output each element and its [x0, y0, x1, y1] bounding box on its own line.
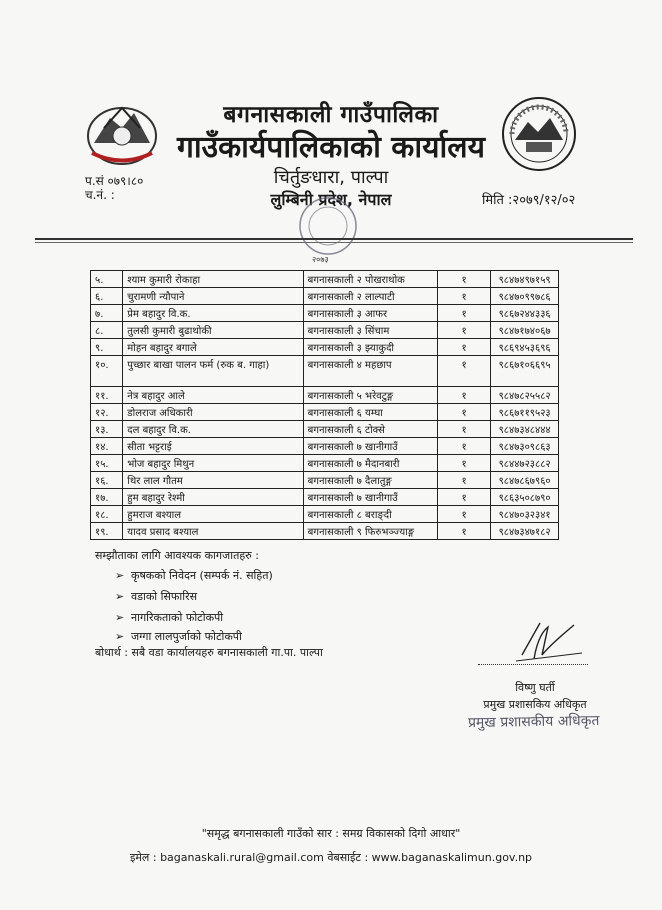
table-row	[91, 523, 559, 540]
required-documents-title: सम्झौताका लागि आवश्यक कागजातहरु :	[95, 549, 259, 562]
serial-number-cell: १३.	[91, 421, 123, 438]
slogan: "समृद्ध बगनासकाली गाउँको सार : समग्र विकासको दिगो आधार"	[201, 827, 461, 840]
quantity-cell: १	[438, 506, 491, 523]
serial-number-cell: ५.	[91, 271, 123, 288]
serial-number-cell: ११.	[91, 387, 123, 404]
list-item	[115, 629, 242, 644]
farmer-name-cell: पुच्छार बाखा पालन फर्म (रुक ब. गाहा)	[123, 356, 303, 387]
contact-info: इमेल : baganaskali.rural@gmail.com वेबसाईट : www.baganaskalimun.gov.np	[129, 851, 533, 864]
farmer-name-cell: प्रेम बहादुर वि.क.	[123, 305, 303, 322]
farmer-name-cell: श्याम कुमारी रोकाहा	[123, 271, 303, 288]
header-divider-thin	[35, 242, 633, 243]
designation-stamp: प्रमुख प्रशासकीय अधिकृत	[467, 712, 600, 732]
serial-number-cell: १७.	[91, 489, 123, 506]
quantity-cell: १	[438, 288, 491, 305]
office-province: लुम्बिनी प्रदेश, नेपाल	[270, 190, 392, 209]
address-cell: बगनासकाली ६ यम्घा	[303, 404, 437, 421]
document-item: वडाको सिफारिस	[131, 590, 198, 603]
table-row	[91, 339, 559, 356]
office-address: चिर्तुङधारा, पाल्पा	[273, 167, 389, 188]
header-divider	[35, 238, 633, 240]
address-cell: बगनासकाली ३ आफर	[303, 305, 437, 322]
serial-number-cell: १५.	[91, 455, 123, 472]
office-name: गाउँकार्यपालिकाको कार्यालय	[176, 130, 485, 165]
phone-cell: ९८६३५०८७९०	[491, 489, 559, 506]
phone-cell: ९८४७०३२३४१	[491, 506, 559, 523]
quantity-cell: १	[438, 387, 491, 404]
table-row	[91, 421, 559, 438]
table-row	[91, 271, 559, 288]
phone-cell: ९८४७१७४०६७	[491, 322, 559, 339]
phone-cell: ९८४७३०९८६३	[491, 438, 559, 455]
table-row	[91, 506, 559, 523]
serial-number-cell: ६.	[91, 288, 123, 305]
reference-number: प.सं ०७९।८०	[85, 174, 144, 188]
table-row	[91, 288, 559, 305]
table-row	[91, 404, 559, 421]
signature-line	[478, 664, 588, 665]
phone-cell: ९८४७४९७१५९	[491, 271, 559, 288]
signatory-name: विष्णु घर्ती	[515, 681, 555, 694]
address-cell: बगनासकाली ७ खानीगाउँ	[303, 438, 437, 455]
farmer-name-cell: हुमराज बश्याल	[123, 506, 303, 523]
address-cell: बगनासकाली ३ सिंचाम	[303, 322, 437, 339]
phone-cell: ९८४७३४७१८२	[491, 523, 559, 540]
phone-cell: ९८६७१०६६९५	[491, 356, 559, 387]
quantity-cell: १	[438, 523, 491, 540]
list-item	[115, 589, 197, 604]
farmer-name-cell: नेत्र बहादुर आले	[123, 387, 303, 404]
phone-cell: ९८४७०९९७८६	[491, 288, 559, 305]
document-item: जग्गा लालपुर्जाको फोटोकपी	[131, 630, 242, 643]
table-row	[91, 489, 559, 506]
quantity-cell: १	[438, 271, 491, 288]
quantity-cell: १	[438, 404, 491, 421]
farmer-name-cell: सीता भट्टराई	[123, 438, 303, 455]
serial-number-cell: १०.	[91, 356, 123, 387]
table-row	[91, 387, 559, 404]
farmer-name-cell: यादव प्रसाद बश्याल	[123, 523, 303, 540]
handwritten-signature	[512, 615, 592, 665]
quantity-cell: १	[438, 421, 491, 438]
document-date: मिति :२०७९/१२/०२	[482, 193, 576, 208]
address-cell: बगनासकाली ८ बराङ्दी	[303, 506, 437, 523]
serial-number-cell: १६.	[91, 472, 123, 489]
phone-cell: ९८६७२४४३३६	[491, 305, 559, 322]
address-cell: बगनासकाली ३ झ्याकुदी	[303, 339, 437, 356]
farmer-name-cell: डोलराज अधिकारी	[123, 404, 303, 421]
phone-cell: ९८४७८२५५८२	[491, 387, 559, 404]
address-cell: बगनासकाली ६ टोक्से	[303, 421, 437, 438]
quantity-cell: १	[438, 356, 491, 387]
dispatch-number: च.नं. :	[85, 188, 115, 202]
table-row	[91, 472, 559, 489]
signatory-title: प्रमुख प्रशासकिय अधिकृत	[483, 698, 587, 711]
stamp-year: २०७३	[312, 255, 329, 264]
address-cell: बगनासकाली ७ दैलातुङ्ग	[303, 472, 437, 489]
table-row	[91, 305, 559, 322]
farmer-name-cell: भोज बहादुर मिथुन	[123, 455, 303, 472]
quantity-cell: १	[438, 455, 491, 472]
serial-number-cell: ८.	[91, 322, 123, 339]
quantity-cell: १	[438, 472, 491, 489]
table-row	[91, 356, 559, 387]
address-cell: बगनासकाली २ पोखराथोक	[303, 271, 437, 288]
address-cell: बगनासकाली ७ मैदानबारी	[303, 455, 437, 472]
beneficiary-table	[90, 270, 559, 540]
arrow-bullet-icon: ➢	[115, 590, 125, 603]
serial-number-cell: १९.	[91, 523, 123, 540]
arrow-bullet-icon: ➢	[115, 569, 125, 582]
quantity-cell: १	[438, 305, 491, 322]
table-row	[91, 455, 559, 472]
municipality-name: बगनासकाली गाउँपालिका	[223, 102, 439, 128]
list-item	[115, 610, 223, 625]
phone-cell: ९८६७११९५२३	[491, 404, 559, 421]
farmer-name-cell: दल बहादुर वि.क.	[123, 421, 303, 438]
serial-number-cell: १४.	[91, 438, 123, 455]
address-cell: बगनासकाली ७ खानीगाउँ	[303, 489, 437, 506]
farmer-name-cell: तुलसी कुमारी बुढाथोकी	[123, 322, 303, 339]
arrow-bullet-icon: ➢	[115, 611, 125, 624]
document-item: कृषकको निवेदन (सम्पर्क नं. सहित)	[131, 569, 273, 582]
table-row	[91, 438, 559, 455]
address-cell: बगनासकाली ५ भरेवटुङ्ग	[303, 387, 437, 404]
quantity-cell: १	[438, 339, 491, 356]
cc-note: बोधार्थ : सबै वडा कार्यालयहरु बगनासकाली गा.पा. पाल्पा	[95, 646, 323, 659]
quantity-cell: १	[438, 322, 491, 339]
arrow-bullet-icon: ➢	[115, 630, 125, 643]
serial-number-cell: १२.	[91, 404, 123, 421]
address-cell: बगनासकाली २ लाल्पाटी	[303, 288, 437, 305]
farmer-name-cell: हुम बहादुर रेश्मी	[123, 489, 303, 506]
phone-cell: ९८४७३४८४४४	[491, 421, 559, 438]
quantity-cell: १	[438, 438, 491, 455]
address-cell: बगनासकाली ९ फिरुभञ्ज्याङ्ग	[303, 523, 437, 540]
address-cell: बगनासकाली ४ महछाप	[303, 356, 437, 387]
phone-cell: ९८४४७२३८८२	[491, 455, 559, 472]
table-row	[91, 322, 559, 339]
office-stamp	[295, 196, 361, 262]
farmer-name-cell: चुरामणी न्यौपाने	[123, 288, 303, 305]
farmer-name-cell: मोहन बहादुर बगाले	[123, 339, 303, 356]
farmer-name-cell: थिर लाल गौतम	[123, 472, 303, 489]
list-item	[115, 568, 273, 583]
serial-number-cell: ७.	[91, 305, 123, 322]
serial-number-cell: ९.	[91, 339, 123, 356]
phone-cell: ९८६९४५३६९६	[491, 339, 559, 356]
quantity-cell: १	[438, 489, 491, 506]
document-item: नागरिकताको फोटोकपी	[131, 611, 224, 624]
phone-cell: ९८४७८६७९६०	[491, 472, 559, 489]
serial-number-cell: १८.	[91, 506, 123, 523]
